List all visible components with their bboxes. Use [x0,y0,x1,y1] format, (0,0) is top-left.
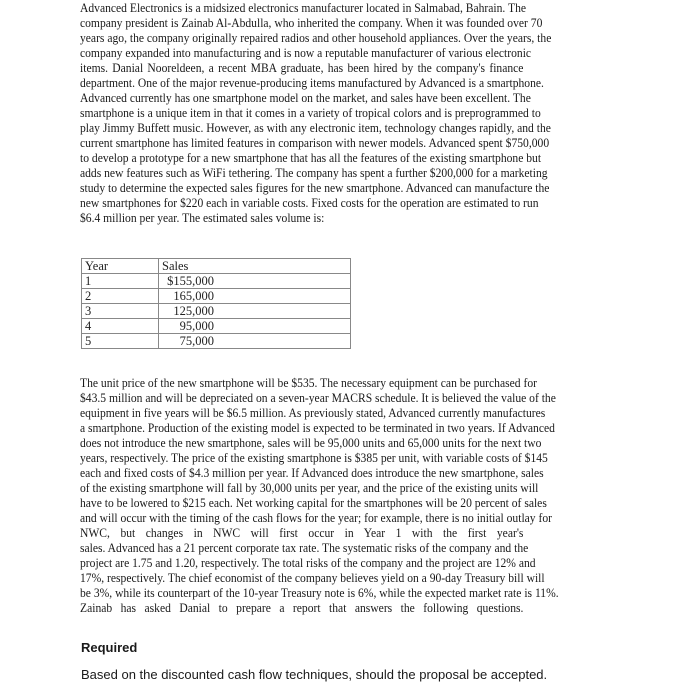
text-line: and will occur with the timing of the cash flows for the year; for example, there is no initial outlay for [80,511,553,525]
text-line: smartphone is a unique item in that it comes in a variety of tropical colors and is preprogrammed to [80,106,541,120]
year-cell: 1 [82,274,159,289]
text-line: have to be lowered to $215 each. Net working capital for the smartphones will be 20 percent of sales [80,496,547,510]
required-heading: Required [81,640,138,655]
text-line: of the existing smartphone will fall by 30,000 units per year, and the price of the existing units will [80,481,539,495]
text-line: items. Danial Nooreldeen, a recent MBA graduate, has been hired by the company's finance [80,61,524,75]
header-year: Year [82,259,159,274]
year-cell: 5 [82,334,159,349]
sales-volume-table [81,258,351,349]
table-row [82,274,351,289]
text-line: be 3%, while its counterpart of the 10-year Treasury note is 6%, while the expected market rate is 11%. [80,586,559,600]
year-cell: 2 [82,289,159,304]
text-line: Advanced Electronics is a midsized electronics manufacturer located in Salmabad, Bahrain. The [80,1,527,15]
table-row [82,289,351,304]
intro-paragraph [80,1,552,226]
sales-value: $155,000 [167,274,214,288]
text-line: each and fixed costs of $4.3 million per year. If Advanced does introduce the new smartphone, sales [80,466,544,480]
year-cell: 4 [82,319,159,334]
sales-value: 125,000 [173,304,214,318]
text-line: current smartphone has limited features in comparison with newer models. Advanced spent $750,000 [80,136,550,150]
text-line: The unit price of the new smartphone will be $535. The necessary equipment can be purchased for [80,376,537,390]
sales-value: 165,000 [173,289,214,303]
sales-cell [159,274,351,289]
text-line: equipment in five years will be $6.5 million. As previously stated, Advanced currently manufactures [80,406,546,420]
sales-value: 75,000 [179,334,214,348]
table-header-row [82,259,351,274]
text-line: company president is Zainab Al-Abdulla, who inherited the company. When it was founded over 70 [80,16,543,30]
body-paragraph [80,376,559,616]
text-line: does not introduce the new smartphone, sales will be 95,000 units and 65,000 units for the next two [80,436,542,450]
sales-value: 95,000 [179,319,214,333]
table-row [82,304,351,319]
text-line: a smartphone. Production of the existing model is expected to be terminated in two years. If Advanced [80,421,555,435]
text-line: new smartphones for $220 each in variable costs. Fixed costs for the operation are estimated to run [80,196,539,210]
question-text: Based on the discounted cash flow techniques, should the proposal be accepted. [81,667,548,682]
table-row [82,334,351,349]
text-line: play Jimmy Buffett music. However, as with any electronic item, technology changes rapidly, and the [80,121,551,135]
text-line: to develop a prototype for a new smartphone that has all the features of the existing smartphone but [80,151,542,165]
sales-cell [159,289,351,304]
sales-cell [159,334,351,349]
text-line: department. One of the major revenue-producing items manufactured by Advanced is a smartphone. [80,76,544,90]
header-sales: Sales [159,259,351,274]
sales-cell [159,304,351,319]
sales-cell [159,319,351,334]
table-row [82,319,351,334]
text-line: Advanced currently has one smartphone model on the market, and sales have been excellent. The [80,91,531,105]
text-line: $43.5 million and will be depreciated on a seven-year MACRS schedule. It is believed the value of the [80,391,556,405]
text-line: years ago, the company originally repaired radios and other household appliances. Over the years, the [80,31,552,45]
text-line: adds new features such as WiFi tethering. The company has spent a further $200,000 for a marketing [80,166,548,180]
text-line: $6.4 million per year. The estimated sales volume is: [80,211,325,225]
text-line: study to determine the expected sales figures for the new smartphone. Advanced can manufacture the [80,181,550,195]
text-line: project are 1.75 and 1.20, respectively. The total risks of the company and the project are 12% and [80,556,536,570]
text-line: years, respectively. The price of the existing smartphone is $385 per unit, with variable costs of $145 [80,451,548,465]
text-line: NWC, but changes in NWC will first occur in Year 1 with the first year's [80,526,524,540]
year-cell: 3 [82,304,159,319]
text-line: Zainab has asked Danial to prepare a report that answers the following questions. [80,601,524,615]
text-line: sales. Advanced has a 21 percent corporate tax rate. The systematic risks of the company and the [80,541,529,555]
text-line: 17%, respectively. The chief economist of the company believes yield on a 90-day Treasury bill will [80,571,545,585]
text-line: company expanded into manufacturing and is now a reputable manufacturer of various electronic [80,46,532,60]
